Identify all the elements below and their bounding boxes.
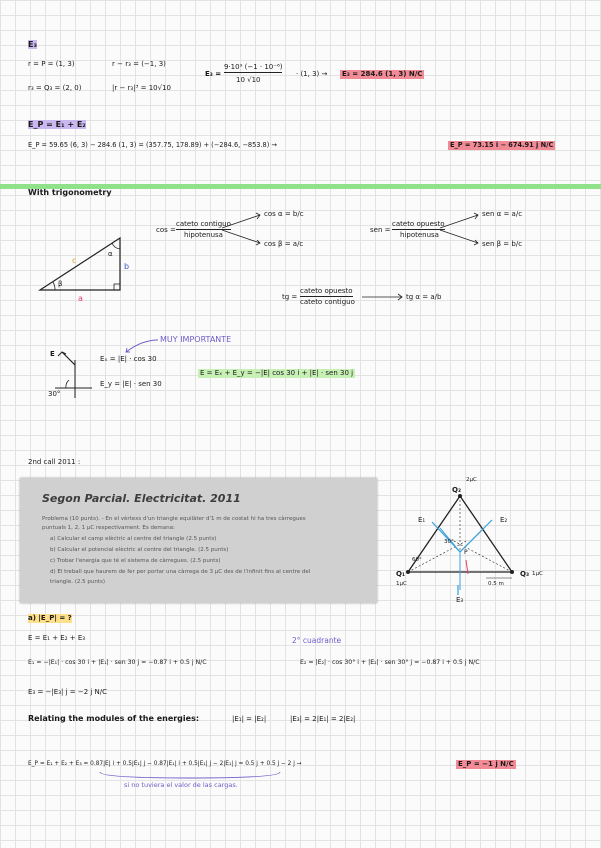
diagram-e1: E₁: [418, 516, 426, 524]
footnote: si no tuviera el valor de las cargas.: [124, 781, 238, 789]
diagram-angle-30: 30°: [444, 539, 454, 545]
e3-formula-denominator: 10 √10: [236, 76, 261, 84]
cos-alpha: cos α = b/c: [264, 210, 304, 218]
exam-photo-line-d2: triangle. (2.5 punts): [50, 579, 105, 585]
solution-e2: E₂ = |E₂| · cos 30° i + |E₂| · sen 30° j = −0.87 i + 0.5 j N/C: [300, 659, 480, 666]
section-ep-heading: E_P = E₁ + E₂: [28, 120, 86, 129]
solution-e3: E₃ = −|E₃| j = −2 j N/C: [28, 688, 108, 696]
cos-lhs: cos =: [156, 226, 176, 234]
cos-beta: cos β = a/c: [264, 240, 304, 248]
solution-sum: E = E₁ + E₂ + E₃: [28, 634, 86, 642]
e3-formula-lhs: E₃ =: [205, 70, 222, 78]
distance-cubed: |r − r₃|³ = 10√10: [112, 84, 171, 92]
section-e3-heading: E₃: [28, 40, 37, 49]
position-vector-p: r = P = (1, 3): [28, 60, 75, 68]
ey-equation: E_y = |E| · sen 30: [100, 380, 162, 388]
diagram-half-side: 0.5 m: [488, 581, 504, 587]
solution-e1: E₁ = −|E₁| · cos 30 i + |E₁| · sen 30 j = −0.87 i + 0.5 j N/C: [28, 659, 207, 666]
diagram-q2: Q₂: [452, 486, 462, 494]
hypotenuse-label-c: c: [72, 256, 77, 265]
diagram-q2-value: 2μC: [466, 477, 477, 483]
relation-2: |E₃| = 2|E₁| = 2|E₂|: [290, 715, 356, 723]
exam-tag: 2nd call 2011 :: [28, 458, 81, 466]
exam-photo-line-1: Problema (10 punts). - En el vèrtexs d'un triangle equilàter d'1 m de costat hi ha tres càrregues: [42, 516, 306, 522]
relation-1: |E₁| = |E₂|: [232, 715, 267, 723]
side-label-a: a: [78, 294, 83, 303]
diagram-e2: E₂: [500, 516, 508, 524]
diagram-q3: Q₃: [520, 570, 530, 578]
trig-heading: With trigonometry: [28, 188, 112, 197]
cos-denominator: hipotenusa: [184, 231, 223, 239]
tg-lhs: tg =: [282, 293, 298, 301]
exam-photo-line-2: puntuals 1, 2, 1 μC respectivament. Es demana:: [42, 525, 175, 531]
ep-calculation: E_P = 59.65 (6, 3) − 284.6 (1, 3) = (357.75, 178.89) + (−284.6, −853.8) →: [28, 141, 277, 149]
diagram-q1: Q₁: [396, 570, 406, 578]
vector-difference: r − r₃ = (−1, 3): [112, 60, 166, 68]
exam-photo-title: Segon Parcial. Electricitat. 2011: [42, 492, 241, 505]
exam-photo-line-a: a) Calcular el camp elèctric al centre del triangle (2.5 punts): [50, 536, 217, 542]
final-result: E_P = −1 j N/C: [458, 760, 514, 768]
cos-numerator: cateto contiguo: [176, 220, 231, 228]
muy-importante-note: MUY IMPORTANTE: [160, 335, 232, 344]
sen-denominator: hipotenusa: [400, 231, 439, 239]
tg-result: tg α = a/b: [406, 293, 442, 301]
position-vector-q3: r₃ = Q₃ = (2, 0): [28, 84, 82, 92]
exam-photo-line-d: d) El treball que haurem de fer per portar una càrrega de 3 μC des de l'infinit fins al centre del: [50, 569, 311, 575]
diagram-q3-value: 1μC: [532, 571, 543, 577]
e3-formula-numerator: 9·10⁹ (−1 · 10⁻⁶): [224, 63, 283, 71]
tg-numerator: cateto opuesto: [300, 287, 353, 295]
final-sum: E_P = E₁ + E₂ + E₃ = 0.87|E| i + 0.5|E₁| j − 0.87|E₁| i + 0.5|E₁| j − 2|E₁| j = 0.5 j + 0.5 j − 2 j →: [28, 761, 302, 767]
relating-heading: Relating the modules of the energies:: [28, 714, 200, 723]
ep-result: E_P = 73.15 i − 674.91 j N/C: [450, 141, 554, 149]
sen-numerator: cateto opuesto: [392, 220, 445, 228]
e3-formula-rhs: · (1, 3) →: [296, 70, 328, 78]
diagram-angle-60: 60°: [412, 557, 422, 563]
component-angle-label: 30°: [48, 390, 61, 398]
sen-lhs: sen =: [370, 226, 391, 234]
sen-alpha: sen α = a/c: [482, 210, 523, 218]
tg-denominator: cateto contiguo: [300, 298, 355, 306]
diagram-e3: E₃: [456, 596, 464, 604]
exam-photo-line-b: b) Calcular el potencial elèctric al centre del triangle. (2.5 punts): [50, 547, 229, 553]
exam-photo-line-c: c) Trobar l'energia que té el sistema de càrregues. (2.5 punts): [50, 558, 221, 564]
sen-beta: sen β = b/c: [482, 240, 523, 248]
e-components-sum: E = Eₓ + E_y = −|E| cos 30 i + |E| · sen 30 j: [200, 369, 354, 377]
vector-e-label: E: [50, 350, 55, 358]
solution-question: a) |E_P| = ?: [28, 614, 72, 622]
angle-beta: β: [58, 280, 63, 288]
ex-equation: Eₓ = |E| · cos 30: [100, 355, 157, 363]
diagram-q1-value: 1μC: [396, 581, 407, 587]
diagram-point-p: P: [464, 549, 468, 556]
e3-result: E₃ = 284.6 (1, 3) N/C: [342, 70, 423, 78]
quadrant-note: 2° cuadrante: [292, 636, 342, 645]
side-label-b: b: [124, 262, 130, 271]
angle-alpha: α: [108, 250, 113, 258]
